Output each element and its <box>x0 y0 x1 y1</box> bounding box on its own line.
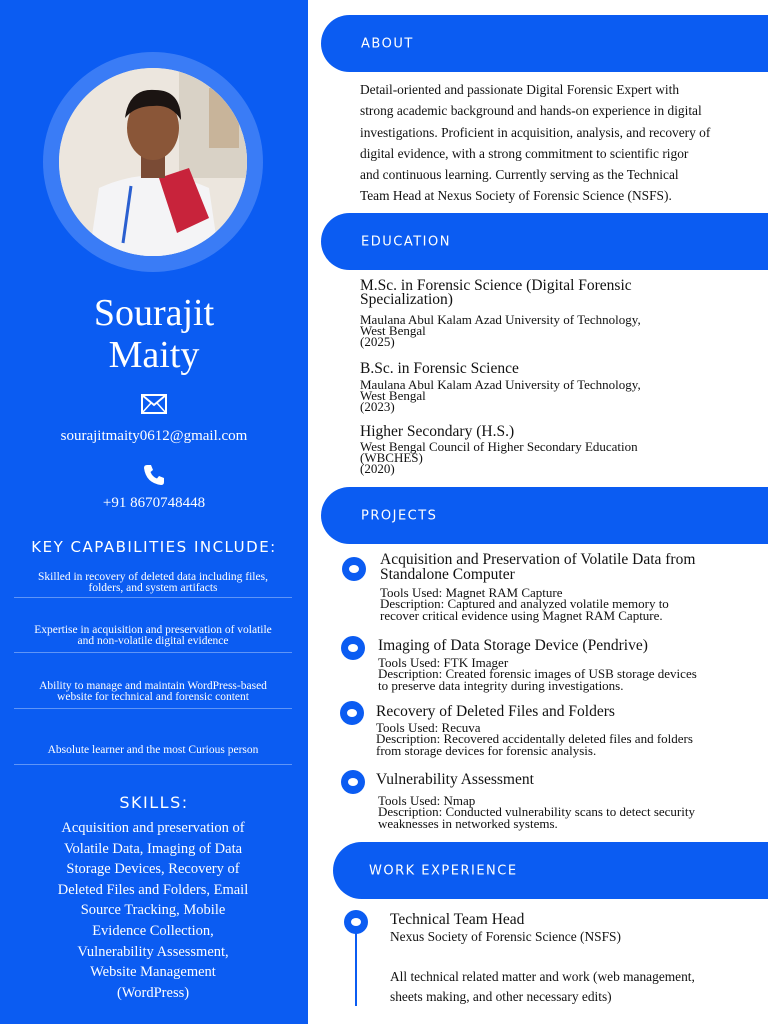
bullet-icon <box>341 770 365 794</box>
capability-item: Skilled in recovery of deleted data including files, folders, and system artifacts <box>38 571 268 594</box>
work-org: Nexus Society of Forensic Science (NSFS) <box>390 929 621 944</box>
project-title: Vulnerability Assessment <box>376 771 534 788</box>
timeline-line <box>355 932 357 1006</box>
work-title: Technical Team Head <box>390 911 525 928</box>
project-details: Tools Used: FTK Imager Description: Created forensic images of USB storage devices to preserve data integrity during investigations. <box>378 655 697 693</box>
profile-photo <box>59 68 247 256</box>
project-details: Tools Used: Magnet RAM Capture Description: Captured and analyzed volatile memory to recover critical evidence using Magnet RAM Capture. <box>380 585 669 623</box>
bullet-icon <box>344 910 368 934</box>
about-text: Detail-oriented and passionate Digital Forensic Expert with strong academic background and hands-on experience in digital investigations. Proficient in acquisition, analysis, and recovery of digital evidence, with a strong commitment to scientific rigor and continuous learning. Currently serving as the Technical Team Head at Nexus Society of Forensic Science (NSFS). <box>360 82 711 204</box>
name-first: Sourajit <box>93 292 215 334</box>
about-banner <box>321 15 768 72</box>
divider <box>14 652 292 653</box>
bullet-icon <box>340 701 364 725</box>
education-title: Higher Secondary (H.S.) <box>360 423 515 440</box>
bullet-icon <box>342 557 366 581</box>
education-details: Maulana Abul Kalam Azad University of Technology, West Bengal (2023) <box>360 377 641 414</box>
phone-number[interactable]: +91 8670748448 <box>102 495 206 511</box>
divider <box>14 708 292 709</box>
projects-heading: PROJECTS <box>361 508 438 523</box>
education-title: M.Sc. in Forensic Science (Digital Forensic Specialization) <box>360 277 632 308</box>
education-details: Maulana Abul Kalam Azad University of Technology, West Bengal (2025) <box>360 312 641 349</box>
work-banner <box>333 842 768 899</box>
divider <box>14 764 292 765</box>
email-link[interactable]: sourajitmaity0612@gmail.com <box>60 428 248 444</box>
education-heading: EDUCATION <box>361 234 451 249</box>
sidebar <box>0 0 308 1024</box>
project-title: Imaging of Data Storage Device (Pendrive) <box>378 637 648 654</box>
envelope-icon <box>0 394 308 419</box>
work-heading: WORK EXPERIENCE <box>369 863 518 878</box>
projects-banner <box>321 487 768 544</box>
project-title: Acquisition and Preservation of Volatile Data from Standalone Computer <box>380 551 696 583</box>
project-title: Recovery of Deleted Files and Folders <box>376 703 615 720</box>
education-banner <box>321 213 768 270</box>
skills-heading: SKILLS: <box>119 793 189 812</box>
capability-item: Absolute learner and the most Curious person <box>47 744 259 756</box>
phone-icon <box>0 463 308 492</box>
divider <box>14 597 292 598</box>
capabilities-heading: KEY CAPABILITIES INCLUDE: <box>31 538 277 556</box>
bullet-icon <box>341 636 365 660</box>
work-description: All technical related matter and work (web management, sheets making, and other necessary edits) <box>390 969 695 1004</box>
about-heading: ABOUT <box>361 36 414 51</box>
education-details: West Bengal Council of Higher Secondary Education (WBCHES) (2020) <box>360 439 638 476</box>
project-details: Tools Used: Recuva Description: Recovered accidentally deleted files and folders from storage devices for forensic analysis. <box>376 720 693 758</box>
project-details: Tools Used: Nmap Description: Conducted vulnerability scans to detect security weaknesses in networked systems. <box>378 793 695 831</box>
capability-item: Ability to manage and maintain WordPress-based website for technical and forensic content <box>39 680 267 703</box>
education-title: B.Sc. in Forensic Science <box>360 360 519 377</box>
skills-list: Acquisition and preservation of Volatile Data, Imaging of Data Storage Devices, Recovery of Deleted Files and Folders, Email Source Tracking, Mobile Evidence Collection, Vulnerability Assessment, Website Management (WordPress) <box>57 820 249 1001</box>
capability-item: Expertise in acquisition and preservation of volatile and non-volatile digital evidence <box>34 624 272 647</box>
name-last: Maity <box>108 334 200 376</box>
